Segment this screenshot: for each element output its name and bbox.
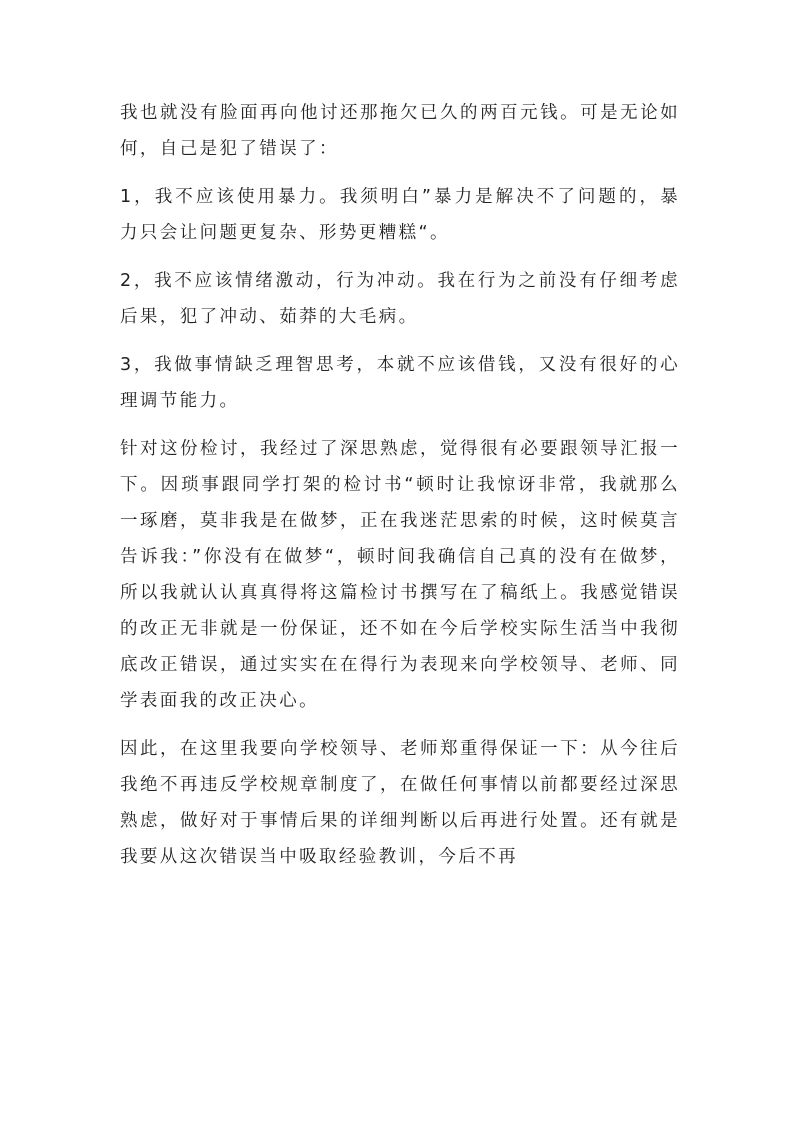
- paragraph-point-2: 2，我不应该情绪激动，行为冲动。我在行为之前没有仔细考虑后果，犯了冲动、茹莽的大毛病。: [120, 271, 680, 327]
- document-body: [120, 95, 680, 887]
- paragraph-point-1: 1，我不应该使用暴力。我须明白”暴力是解决不了问题的，暴力只会让问题更复杂、形势更糟糕“。: [120, 187, 680, 243]
- paragraph-intro: 我也就没有脸面再向他讨还那拖欠已久的两百元钱。可是无论如何，自己是犯了错误了：: [120, 103, 680, 159]
- paragraph-pledge: 因此，在这里我要向学校领导、老师郑重得保证一下：从今往后我绝不再违反学校规章制度了，在做任何事情以前都要经过深思熟虑，做好对于事情后果的详细判断以后再进行处置。还有就是我要从这次错误当中吸取经验教训，今后不再: [120, 739, 680, 867]
- paragraph-reflection: 针对这份检讨，我经过了深思熟虑，觉得很有必要跟领导汇报一下。因琐事跟同学打架的检讨书“顿时让我惊讶非常，我就那么一琢磨，莫非我是在做梦，正在我迷茫思索的时候，这时候莫言告诉我：”你没有在做梦“，顿时间我确信自己真的没有在做梦，所以我就认认真真得将这篇检讨书撰写在了稿纸上。我感觉错误的改正无非就是一份保证，还不如在今后学校实际生活当中我彻底改正错误，通过实实在在得行为表现来向学校领导、老师、同学表面我的改正决心。: [120, 439, 680, 711]
- paragraph-point-3: 3，我做事情缺乏理智思考，本就不应该借钱，又没有很好的心理调节能力。: [120, 355, 680, 411]
